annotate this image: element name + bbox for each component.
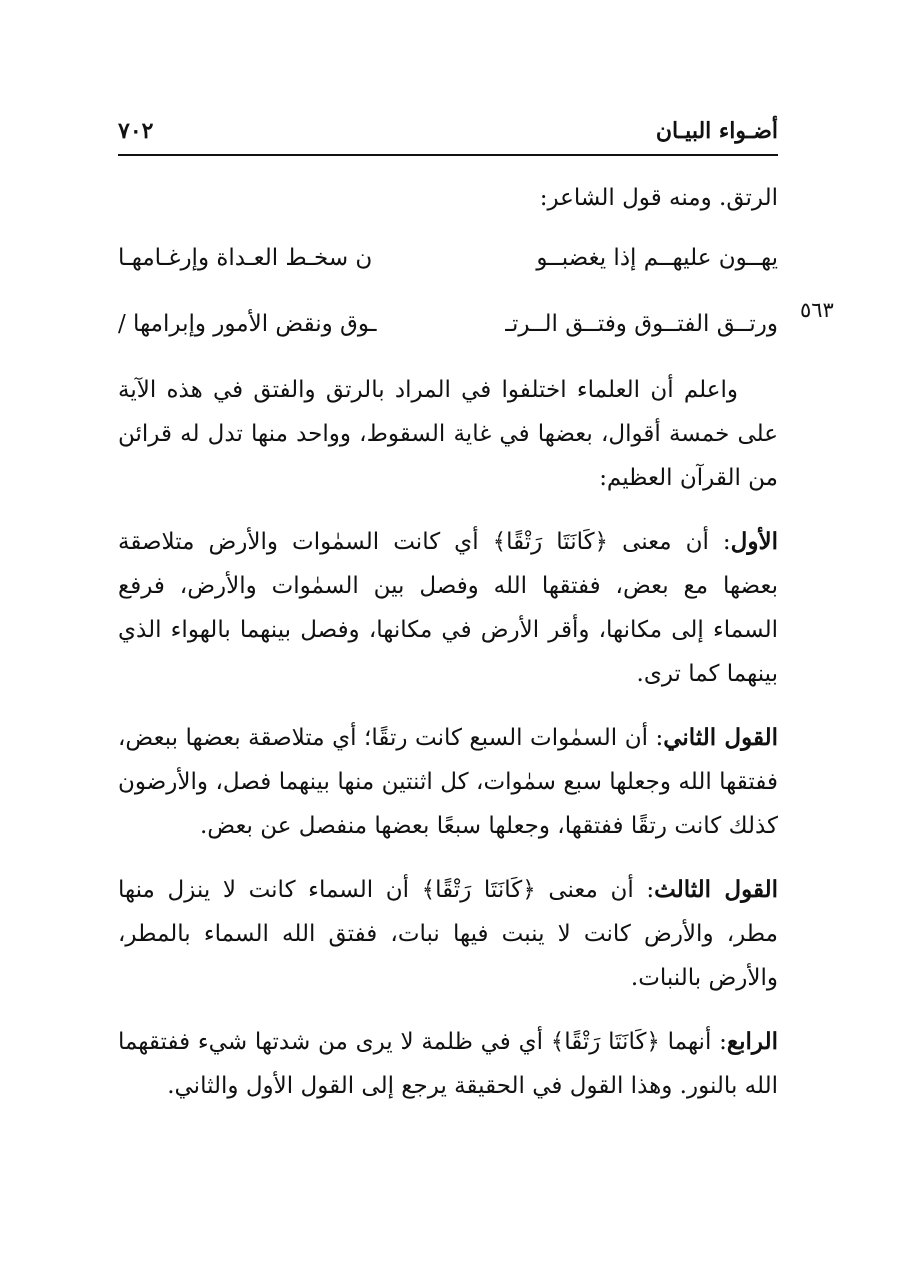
paragraph-intro: [118, 368, 778, 500]
running-title: أضـواء البيـان: [655, 118, 778, 144]
paragraph-text: : أنهما ﴿كَانَتَا رَتْقًا﴾ أي في ظلمة لا يرى من شدتها شيء ففتقهما الله بالنور. وهذا القول في الحقيقة يرجع إلى القول الأول والثاني.: [118, 1029, 778, 1099]
intro-line: الرتق. ومنه قول الشاعر:: [539, 185, 778, 211]
paragraph-lead: الرابع: [726, 1028, 778, 1055]
paragraph-first-opinion: [118, 520, 778, 696]
verse-second-hemistich: ن سخـط العـداة وإرغـامهـا: [118, 245, 373, 271]
verse-first-hemistich: ورتــق الفتــوق وفتــق الــرتـ: [505, 311, 778, 337]
page-body: [118, 176, 778, 1128]
paragraph-text: : أن معنى ﴿كَانَتَا رَتْقًا﴾ أي كانت السمٰوات والأرض متلاصقة بعضها مع بعض، ففتقها الله وفصل بين السمٰوات والأرض، فرفع السماء إلى مكانها، وأقر الأرض في مكانها، وفصل بينهما بالهواء الذي بينهما كما ترى.: [118, 529, 778, 687]
page-header: [118, 112, 778, 156]
poem-verse-1: [118, 236, 778, 280]
paragraph-lead: الأول: [730, 528, 778, 555]
paragraph-lead: القول الثاني: [663, 724, 778, 751]
paragraph-fourth-opinion: [118, 1020, 778, 1108]
poem-verse-2: [118, 302, 778, 346]
paragraph-text: : أن السمٰوات السبع كانت رتقًا؛ أي متلاصقة بعضها ببعض، ففتقها الله وجعلها سبع سمٰوات، كل اثنتين منها بينهما فصل، والأرضون كذلك كانت رتقًا ففتقها، وجعلها سبعًا بعضها منفصل عن بعض.: [118, 725, 778, 839]
verse-first-hemistich: يهــون عليهــم إذا يغضبــو: [536, 245, 778, 271]
paragraph-text: : أن معنى ﴿كَانَتَا رَتْقًا﴾ أن السماء كانت لا ينزل منها مطر، والأرض كانت لا ينبت فيها نبات، ففتق الله السماء بالمطر، والأرض بالنبات.: [118, 877, 778, 991]
paragraph-third-opinion: [118, 868, 778, 1000]
verse-second-hemistich: ـوق ونقض الأمور وإبرامها /: [118, 311, 377, 337]
paragraph-second-opinion: [118, 716, 778, 848]
page-number: ٧٠٢: [118, 118, 154, 144]
margin-page-reference: ٥٦٣: [800, 298, 834, 322]
paragraph-text: واعلم أن العلماء اختلفوا في المراد بالرتق والفتق في هذه الآية على خمسة أقوال، بعضها في غاية السقوط، وواحد منها تدل له قرائن من القرآن العظيم:: [118, 377, 778, 491]
paragraph-lead: القول الثالث: [654, 876, 778, 903]
